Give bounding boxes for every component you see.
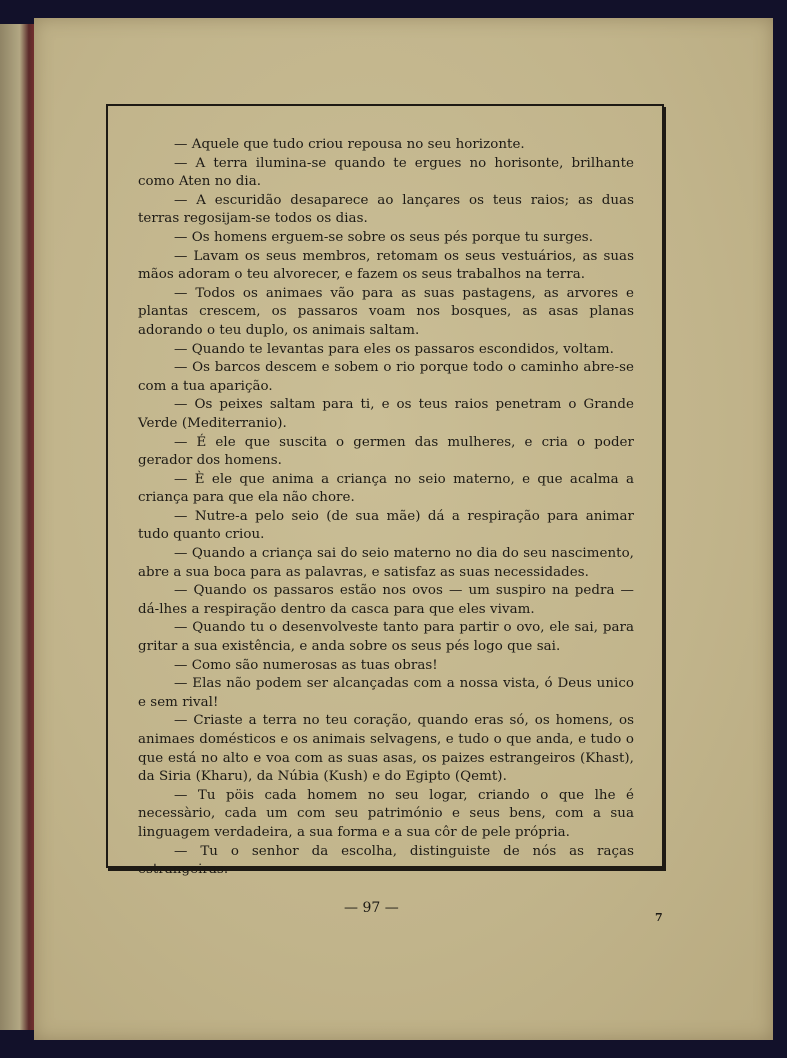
book-page xyxy=(34,18,773,1040)
adjacent-page-edge xyxy=(0,24,36,1030)
paragraph: — É ele que suscita o germen das mulheres, e cria o poder gerador dos homens. xyxy=(138,434,634,469)
paragraph: — Os barcos descem e sobem o rio porque todo o caminho abre-se com a tua aparição. xyxy=(138,360,634,394)
paragraph: — Quando tu o desenvolveste tanto para partir o ovo, ele sai, para gritar a sua existência, e anda sobre os seus pés logo que sai. xyxy=(138,620,634,655)
paragraph: — Aquele que tudo criou repousa no seu horizonte. xyxy=(174,137,525,152)
paragraph: — Os homens erguem-se sobre os seus pés porque tu surges. xyxy=(174,229,594,245)
page-number: — 97 — xyxy=(344,900,399,916)
paragraph: — Os peixes saltam para ti, e os teus raios penetram o Grande Verde (Mediterranio). xyxy=(138,397,634,431)
paragraph: — Elas não podem ser alcançadas com a nossa vista, ó Deus unico e sem rival! xyxy=(138,676,634,710)
paragraph: — È ele que anima a criança no seio materno, e que acalma a criança para que ela não chore. xyxy=(138,471,634,506)
paragraph: — A escuridão desaparece ao lançares os teus raios; as duas terras regosijam-se todos os dias. xyxy=(138,192,634,227)
paragraph: — Quando a criança sai do seio materno no dia do seu nascimento, abre a sua boca para as palavras, e satisfaz as suas necessidades. xyxy=(138,546,634,580)
paragraph: — Lavam os seus membros, retomam os seus vestuários, as suas mãos adoram o teu alvorecer, e fazem os seus trabalhos na terra. xyxy=(138,248,634,283)
paragraph: — Tu o senhor da escolha, distinguiste de nós as raças estrangeiras. xyxy=(138,843,634,878)
paragraph: — Quando te levantas para eles os passaros escondidos, voltam. xyxy=(174,341,614,357)
paragraph: — Como são numerosas as tuas obras! xyxy=(174,657,438,673)
text-frame xyxy=(106,104,664,878)
paragraph: — Todos os animaes vão para as suas pastagens, as arvores e plantas crescem, os passaros voam nos bosques, as asas planas adorando o teu duplo, os animais saltam. xyxy=(138,285,634,338)
paragraph: — Quando os passaros estão nos ovos — um suspiro na pedra — dá-lhes a respiração dentro da casca para que eles vivam. xyxy=(138,583,634,617)
signature-mark: 7 xyxy=(655,911,663,924)
paragraph: — A terra ilumina-se quando te ergues no horisonte, brilhante como Aten no dia. xyxy=(138,155,634,190)
paragraph: — Tu pöis cada homem no seu logar, criando o que lhe é necessàrio, cada um com seu património e seus bens, com a sua linguagem verdadeira, a sua forma e a sua côr de pele própria. xyxy=(138,787,634,840)
paragraph: — Nutre-a pelo seio (de sua mãe) dá a respiração para animar tudo quanto criou. xyxy=(138,508,634,543)
paragraph: — Criaste a terra no teu coração, quando eras só, os homens, os animaes domésticos e os animais selvagens, e tudo o que anda, e tudo o que está no alto e voa com as suas asas, os paizes estrangeiros (Khast), da Siria (Kharu), da Núbia (Kush) e do Egipto (Qemt). xyxy=(138,713,634,785)
